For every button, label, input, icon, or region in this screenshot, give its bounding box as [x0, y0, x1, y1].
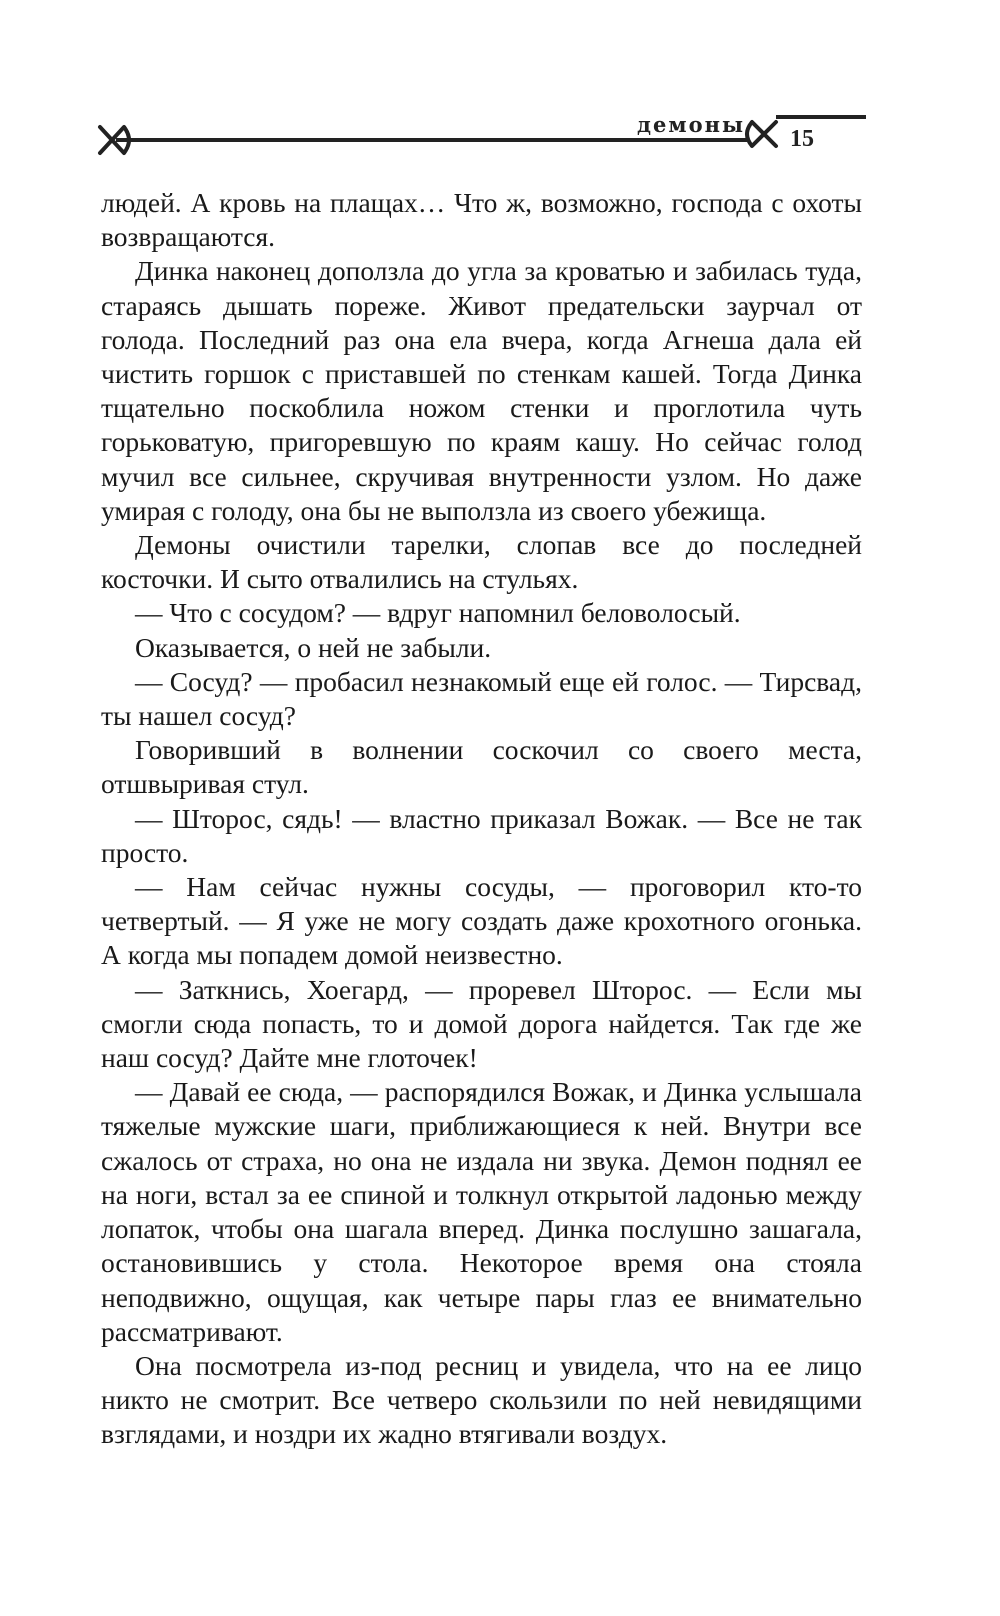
paragraph: Оказывается, о ней не забыли. — [135, 631, 492, 663]
paragraph: Она посмотрела из-под ресниц и увидела, что на ее лицо никто не смотрит. Все четверо скользили по ней невидящими взглядами, и ноздри их жадно втягивали воздух. — [101, 1349, 862, 1450]
paragraph: людей. А кровь на плащах… Что ж, возможно, господа с охоты возвращаются. — [101, 187, 862, 253]
running-title: демоны — [636, 112, 745, 137]
paragraph: — Шторос, сядь! — властно приказал Вожак. — Все не так просто. — [101, 802, 862, 868]
paragraph: — Давай ее сюда, — распорядился Вожак, и Динка услышала тяжелые мужские шаги, приближающиеся к ней. Внутри все сжалось от страха, но она не издала ни звука. Демон поднял ее на ноги, встал за ее спиной и толкнул открытой ладонью между лопаток, чтобы она шагала вперед. Динка послушно зашагала, остановившись у стола. Некоторое время она стояла неподвижно, ощущая, как четыре пары глаз ее внимательно рассматривают. — [101, 1076, 862, 1347]
page-number: 15 — [790, 126, 814, 152]
paragraph: — Сосуд? — пробасил незнакомый еще ей голос. — Тирсвад, ты нашел сосуд? — [101, 665, 862, 732]
paragraph: Говоривший в волнении соскочил со своего места, отшвыривая стул. — [101, 734, 862, 800]
paragraph: — Что с сосудом? — вдруг напомнил беловолосый. — [135, 597, 741, 629]
header-rule-ornament-icon — [0, 100, 1000, 170]
body-text — [101, 186, 862, 1452]
paragraph: — Нам сейчас нужны сосуды, — проговорил кто-то четвертый. — Я уже не могу создать даже крохотного огонька. А когда мы попадем домой неизвестно. — [101, 871, 862, 971]
paragraph: Динка наконец доползла до угла за кроватью и забилась туда, стараясь дышать пореже. Живот предательски заурчал от голода. Последний раз она ела вчера, когда Агнеша дала ей чистить горшок с приставшей по стенкам кашей. Тогда Динка тщательно поскоблила ножом стенки и проглотила чуть горьковатую, пригоревшую по краям кашу. Но сейчас голод мучил все сильнее, скручивая внутренности узлом. Но даже умирая с голоду, она бы не выползла из своего убежища. — [101, 255, 862, 526]
paragraph: — Заткнись, Хоегард, — проревел Шторос. — Если мы смогли сюда попасть, то и домой дорога найдется. Так где же наш сосуд? Дайте мне глоточек! — [101, 973, 862, 1074]
paragraph: Демоны очистили тарелки, слопав все до последней косточки. И сыто отвалились на стульях. — [101, 529, 862, 595]
running-header — [0, 100, 1000, 170]
